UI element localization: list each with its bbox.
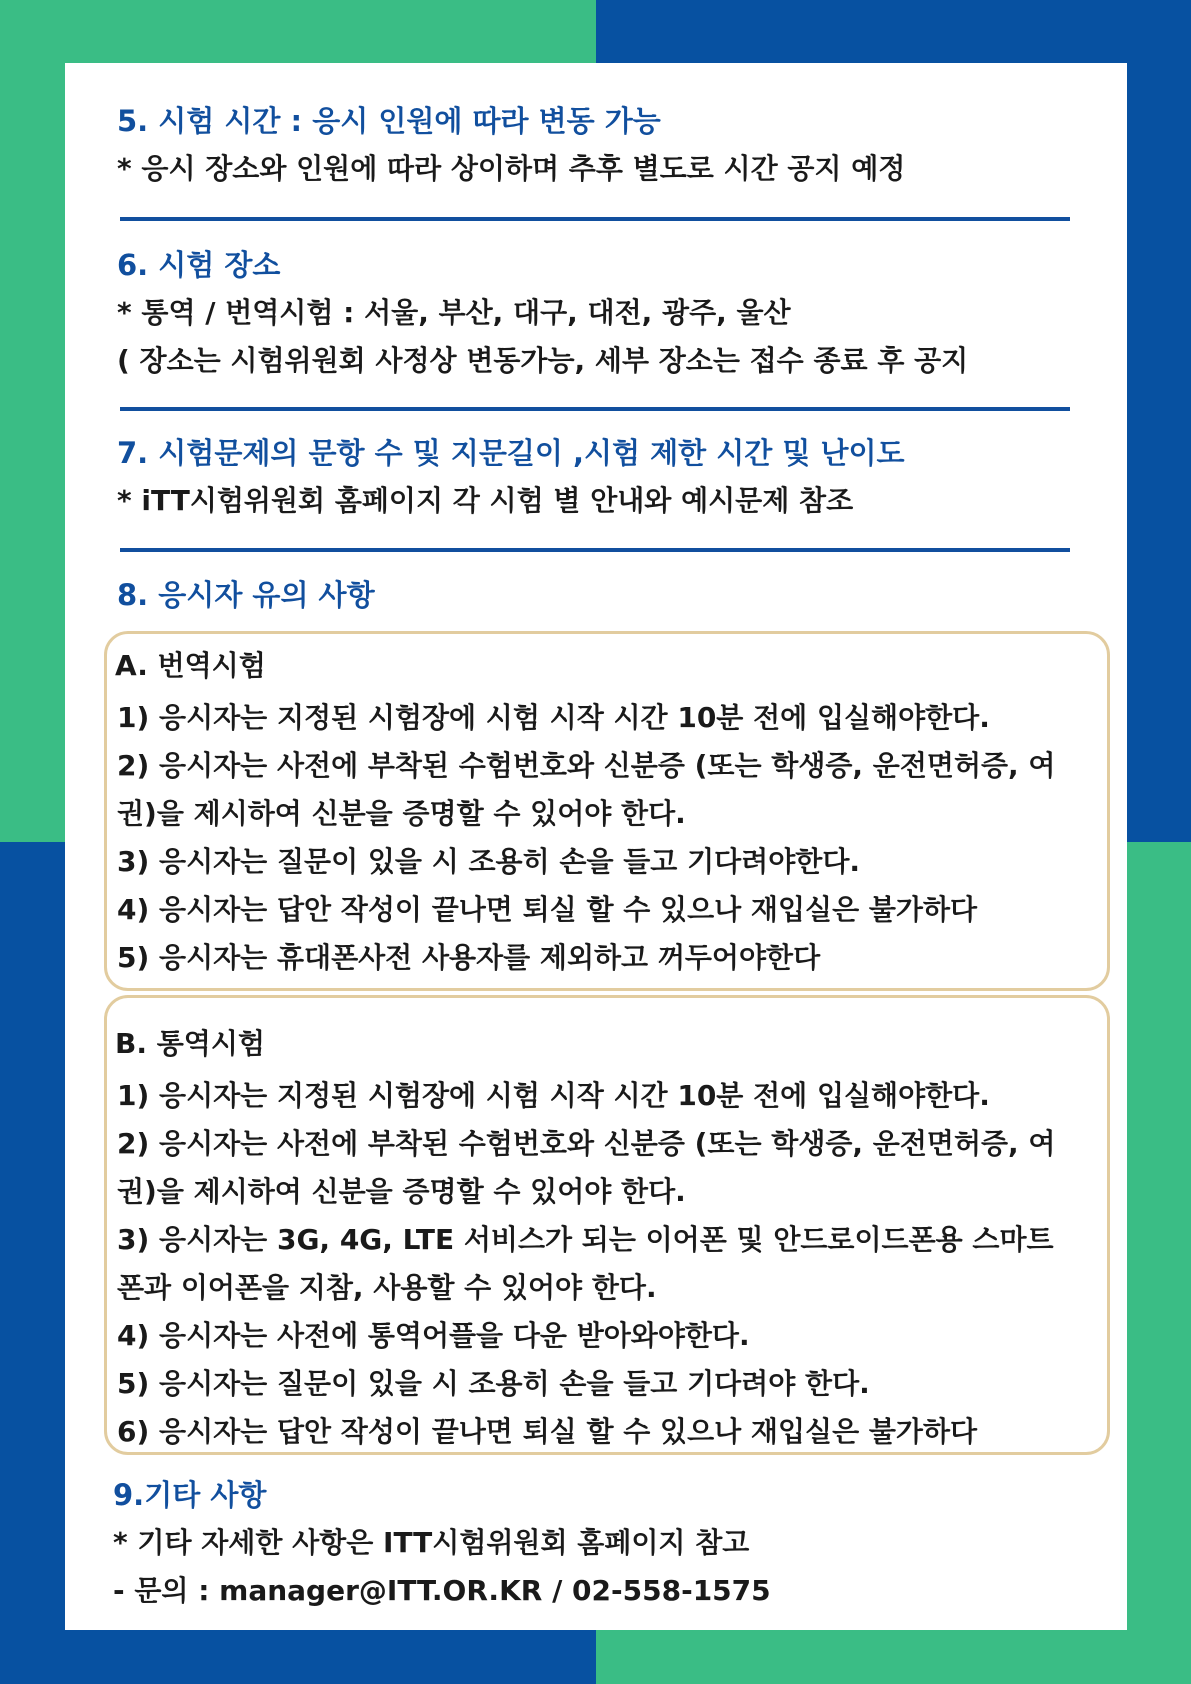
box-b-line: 권)을 제시하여 신분을 증명할 수 있어야 한다. (117, 1175, 686, 1208)
section-8-heading: 8. 응시자 유의 사항 (117, 578, 375, 612)
divider (120, 407, 1070, 411)
box-a-line: 2) 응시자는 사전에 부착된 수험번호와 신분증 (또는 학생증, 운전면허증, 여 (117, 749, 1056, 782)
box-b-line: 2) 응시자는 사전에 부착된 수험번호와 신분증 (또는 학생증, 운전면허증, 여 (117, 1127, 1056, 1160)
section-6-heading: 6. 시험 장소 (117, 248, 281, 282)
box-b-line: 4) 응시자는 사전에 통역어플을 다운 받아와야한다. (117, 1319, 750, 1352)
section-7-text: * iTT시험위원회 홈페이지 각 시험 별 안내와 예시문제 참조 (117, 484, 854, 517)
section-6-text-1: * 통역 / 번역시험 : 서울, 부산, 대구, 대전, 광주, 울산 (117, 296, 791, 329)
divider (120, 217, 1070, 221)
section-7-heading: 7. 시험문제의 문항 수 및 지문길이 ,시험 제한 시간 및 난이도 (117, 436, 905, 470)
section-5-heading: 5. 시험 시간 : 응시 인원에 따라 변동 가능 (117, 104, 661, 138)
box-a-line: 3) 응시자는 질문이 있을 시 조용히 손을 들고 기다려야한다. (117, 845, 861, 878)
box-b-line: 1) 응시자는 지정된 시험장에 시험 시작 시간 10분 전에 입실해야한다. (117, 1079, 990, 1112)
box-b-line: 5) 응시자는 질문이 있을 시 조용히 손을 들고 기다려야 한다. (117, 1367, 870, 1400)
section-9-text: * 기타 자세한 사항은 ITT시험위원회 홈페이지 참고 (113, 1526, 750, 1559)
box-a-line: 5) 응시자는 휴대폰사전 사용자를 제외하고 꺼두어야한다 (117, 941, 821, 974)
section-5-text: * 응시 장소와 인원에 따라 상이하며 추후 별도로 시간 공지 예정 (117, 152, 906, 185)
contact-info: - 문의 : manager@ITT.OR.KR / 02-558-1575 (113, 1574, 771, 1607)
section-6-text-2: ( 장소는 시험위원회 사정상 변동가능, 세부 장소는 접수 종료 후 공지 (117, 344, 969, 377)
divider (120, 548, 1070, 552)
box-interpretation-exam (104, 995, 1110, 1455)
box-b-line: 3) 응시자는 3G, 4G, LTE 서비스가 되는 이어폰 및 안드로이드폰용 스마트 (117, 1223, 1054, 1256)
box-a-line: 4) 응시자는 답안 작성이 끝나면 퇴실 할 수 있으나 재입실은 불가하다 (117, 893, 978, 926)
box-a-title: A. 번역시험 (115, 649, 266, 682)
box-translation-exam (104, 631, 1110, 991)
section-9-heading: 9.기타 사항 (113, 1478, 267, 1512)
box-a-line: 권)을 제시하여 신분을 증명할 수 있어야 한다. (117, 797, 686, 830)
box-b-line: 폰과 이어폰을 지참, 사용할 수 있어야 한다. (117, 1271, 657, 1304)
box-a-line: 1) 응시자는 지정된 시험장에 시험 시작 시간 10분 전에 입실해야한다. (117, 701, 990, 734)
content-card (65, 63, 1127, 1630)
box-b-title: B. 통역시험 (115, 1027, 265, 1060)
box-b-line: 6) 응시자는 답안 작성이 끝나면 퇴실 할 수 있으나 재입실은 불가하다 (117, 1415, 978, 1448)
